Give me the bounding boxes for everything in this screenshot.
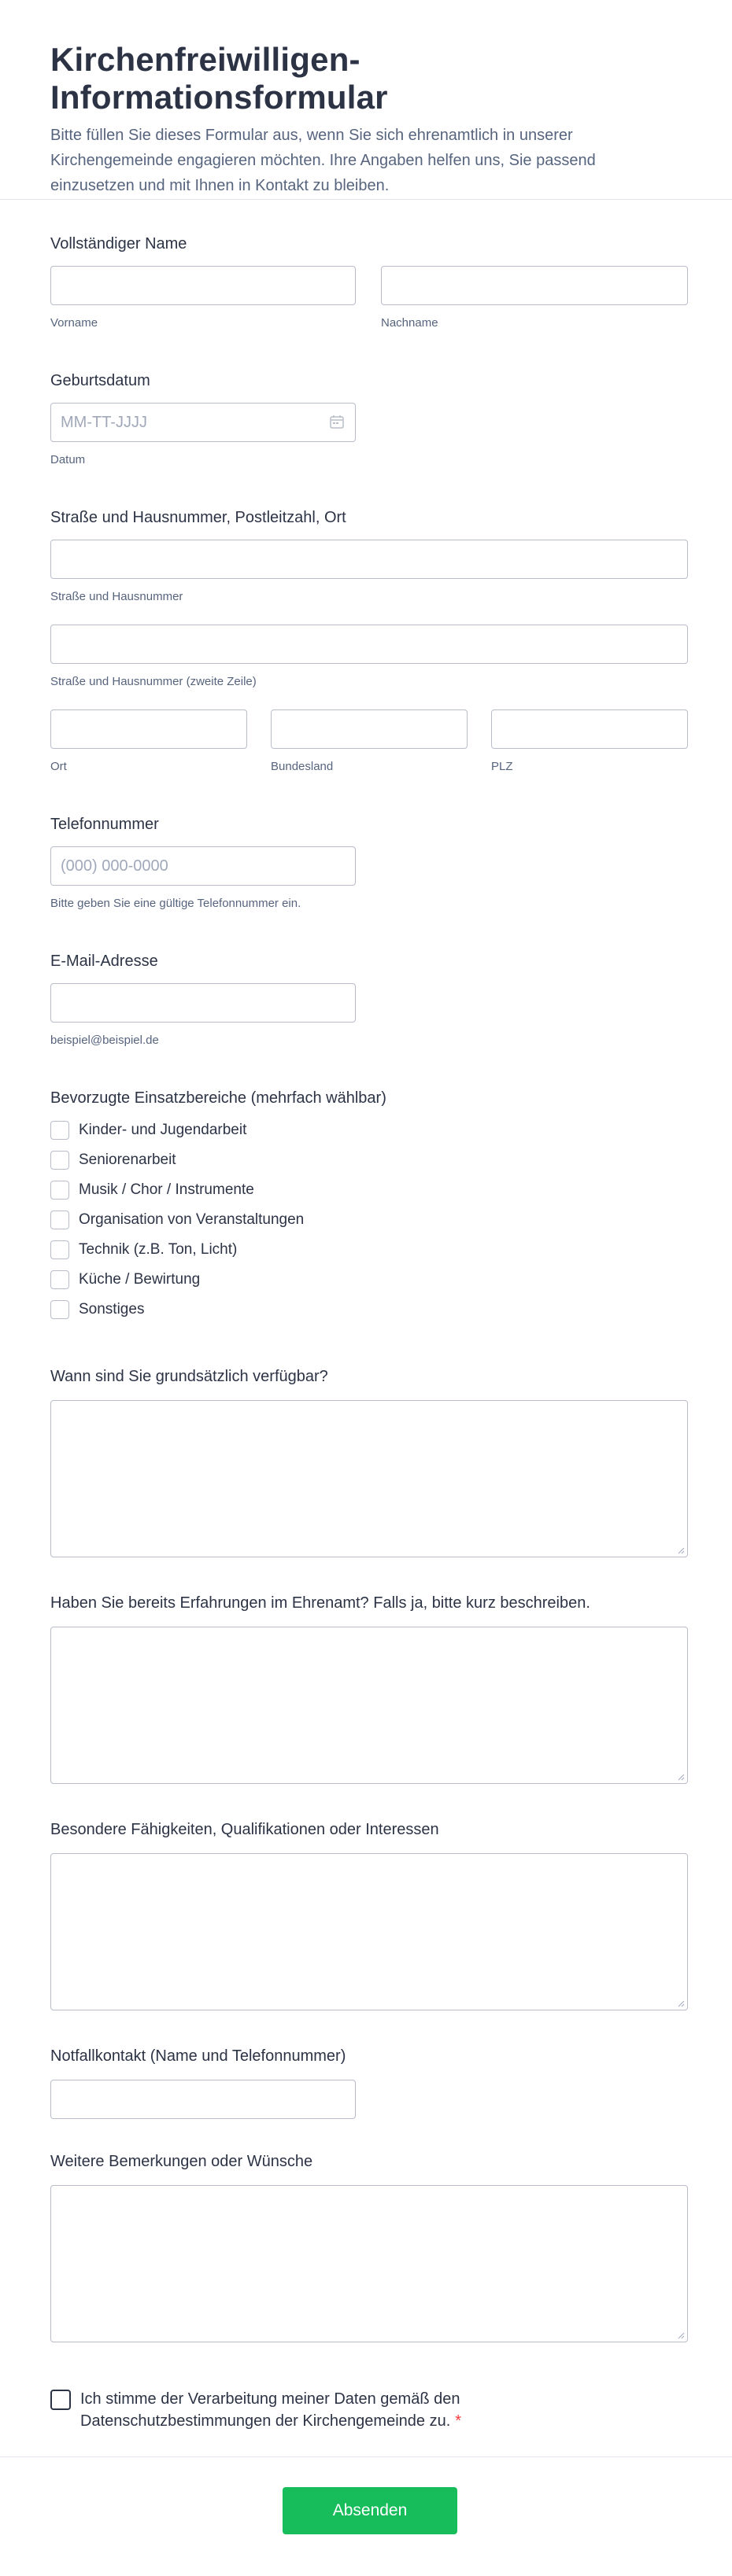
consent-checkbox[interactable]: [50, 2390, 71, 2410]
areas-option-label: Küche / Bewirtung: [79, 1271, 201, 1288]
areas-field: [50, 1089, 688, 1325]
areas-option-label: Organisation von Veranstaltungen: [79, 1211, 305, 1228]
birthdate-field: [50, 371, 688, 467]
city-sublabel: Ort: [50, 760, 67, 773]
full-name-field: [50, 234, 688, 330]
resize-handle-icon[interactable]: [677, 1773, 685, 1781]
skills-label: Besondere Fähigkeiten, Qualifikationen oder Interessen: [50, 1821, 439, 1838]
zip-sublabel: PLZ: [491, 760, 513, 773]
areas-checkbox[interactable]: [50, 1211, 69, 1229]
email-label: E-Mail-Adresse: [50, 953, 158, 970]
availability-field: [50, 1367, 688, 1557]
state-input[interactable]: [271, 709, 468, 749]
zip-input[interactable]: [491, 709, 688, 749]
resize-handle-icon[interactable]: [677, 2331, 685, 2339]
last-name-sublabel: Nachname: [381, 316, 438, 330]
areas-option-label: Kinder- und Jugendarbeit: [79, 1122, 247, 1138]
areas-option-label: Musik / Chor / Instrumente: [79, 1181, 254, 1198]
phone-field: [50, 815, 688, 911]
phone-label: Telefonnummer: [50, 816, 159, 833]
areas-option-label: Sonstiges: [79, 1301, 145, 1317]
birthdate-label: Geburtsdatum: [50, 372, 150, 389]
areas-option-label: Technik (z.B. Ton, Licht): [79, 1241, 238, 1258]
required-marker: *: [455, 2412, 462, 2430]
areas-checkbox[interactable]: [50, 1270, 69, 1289]
areas-label: Bevorzugte Einsatzbereiche (mehrfach wählbar): [50, 1089, 386, 1107]
areas-options: [50, 1115, 688, 1325]
form-description: Bitte füllen Sie dieses Formular aus, wenn Sie sich ehrenamtlich in unserer Kirchengemeinde engagieren möchten. Ihre Angaben helfen uns, Sie passend einzusetzen und mit Ihnen in Kontakt zu bleiben.: [50, 127, 596, 194]
consent-text-wrap: [80, 2388, 491, 2432]
form-title: Kirchenfreiwilligen-Informationsformular: [50, 41, 388, 116]
calendar-icon[interactable]: [329, 414, 345, 429]
areas-checkbox[interactable]: [50, 1151, 69, 1170]
experience-textarea[interactable]: [50, 1627, 688, 1784]
availability-textarea[interactable]: [50, 1400, 688, 1557]
phone-sublabel: Bitte geben Sie eine gültige Telefonnummer ein.: [50, 897, 301, 910]
birthdate-input[interactable]: [50, 403, 356, 442]
areas-option[interactable]: [50, 1115, 688, 1145]
street-line2-sublabel: Straße und Hausnummer (zweite Zeile): [50, 675, 257, 688]
areas-option-label: Seniorenarbeit: [79, 1152, 176, 1168]
areas-option[interactable]: [50, 1175, 688, 1205]
form-footer: [0, 2456, 732, 2576]
resize-handle-icon[interactable]: [677, 1546, 685, 1554]
experience-field: [50, 1594, 688, 1784]
emergency-field: [50, 2047, 688, 2119]
areas-option[interactable]: [50, 1205, 688, 1235]
remarks-label: Weitere Bemerkungen oder Wünsche: [50, 2153, 313, 2170]
city-input[interactable]: [50, 709, 247, 749]
experience-label: Haben Sie bereits Erfahrungen im Ehrenamt? Falls ja, bitte kurz beschreiben.: [50, 1594, 590, 1612]
phone-input[interactable]: [50, 846, 356, 886]
first-name-sublabel: Vorname: [50, 316, 98, 330]
availability-label: Wann sind Sie grundsätzlich verfügbar?: [50, 1368, 328, 1385]
street-line1-input[interactable]: [50, 540, 688, 579]
areas-option[interactable]: [50, 1265, 688, 1295]
consent-field[interactable]: [50, 2388, 491, 2432]
resize-handle-icon[interactable]: [677, 1999, 685, 2007]
areas-option[interactable]: [50, 1145, 688, 1175]
birthdate-sublabel: Datum: [50, 453, 86, 466]
email-input[interactable]: [50, 983, 356, 1023]
last-name-input[interactable]: [381, 266, 688, 305]
full-name-label: Vollständiger Name: [50, 235, 187, 252]
street-line2-input[interactable]: [50, 625, 688, 664]
form-header: [0, 0, 732, 200]
email-field: [50, 952, 688, 1048]
street-line1-sublabel: Straße und Hausnummer: [50, 590, 183, 603]
skills-field: [50, 1820, 688, 2010]
consent-label: Ich stimme der Verarbeitung meiner Daten gemäß den Datenschutzbestimmungen der Kirchengemeinde zu.: [80, 2390, 460, 2430]
areas-checkbox[interactable]: [50, 1121, 69, 1140]
state-sublabel: Bundesland: [271, 760, 334, 773]
remarks-textarea[interactable]: [50, 2185, 688, 2342]
areas-checkbox[interactable]: [50, 1300, 69, 1319]
address-field: [50, 508, 688, 774]
submit-button[interactable]: Absenden: [283, 2487, 457, 2534]
emergency-label: Notfallkontakt (Name und Telefonnummer): [50, 2047, 346, 2065]
areas-option[interactable]: [50, 1295, 688, 1325]
areas-checkbox[interactable]: [50, 1181, 69, 1200]
email-sublabel: beispiel@beispiel.de: [50, 1034, 159, 1047]
skills-textarea[interactable]: [50, 1853, 688, 2010]
areas-checkbox[interactable]: [50, 1240, 69, 1259]
form-body: [0, 234, 732, 2432]
emergency-input[interactable]: [50, 2080, 356, 2119]
address-label: Straße und Hausnummer, Postleitzahl, Ort: [50, 509, 346, 526]
areas-option[interactable]: [50, 1235, 688, 1265]
remarks-field: [50, 2152, 688, 2342]
first-name-input[interactable]: [50, 266, 356, 305]
